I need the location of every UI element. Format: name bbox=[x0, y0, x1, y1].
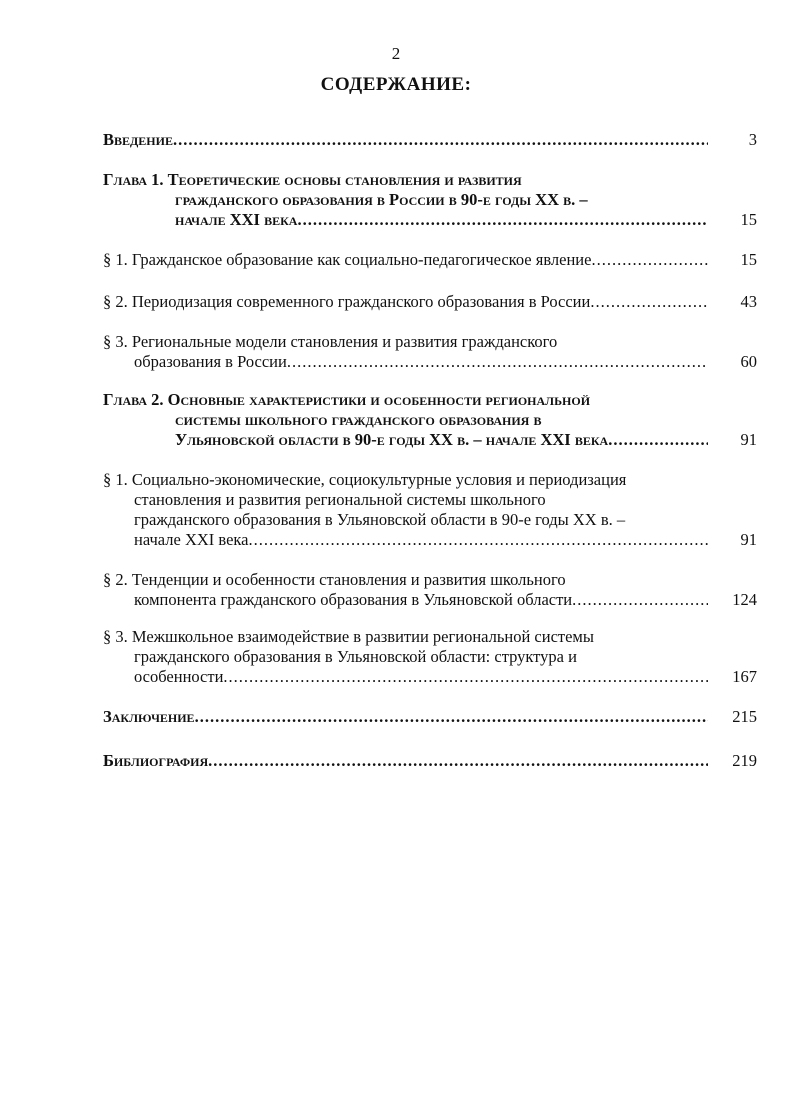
page-number: 2 bbox=[391, 44, 401, 63]
toc-entry-section-1-2 bbox=[103, 292, 763, 312]
toc-page-number: 91 bbox=[740, 430, 757, 449]
toc-entry-title-continued: особенности bbox=[134, 667, 224, 686]
toc-page-number: 219 bbox=[732, 751, 757, 770]
toc-page-number: 15 bbox=[740, 210, 757, 229]
toc-entry-title-continued: начале XXI века bbox=[134, 530, 249, 549]
toc-entry-title-continued: начале XXI века bbox=[175, 210, 298, 229]
toc-entry-title-continued: системы школьного гражданского образования в bbox=[175, 410, 542, 429]
toc-page-number: 43 bbox=[740, 292, 757, 311]
toc-entry-title: § 1. Социально-экономические, социокультурные условия и периодизация bbox=[103, 470, 627, 489]
toc-page-number: 215 bbox=[732, 707, 757, 726]
toc-entry-title: Заключение bbox=[103, 707, 195, 726]
toc-entry-title: Глава 2. Основные характеристики и особенности региональной bbox=[103, 390, 591, 409]
toc-entry-title: Библиография bbox=[103, 751, 209, 770]
toc-entry-section-1-1 bbox=[103, 250, 763, 270]
toc-entry-bibliography bbox=[103, 751, 763, 771]
toc-entry-title-continued: образования в России bbox=[134, 352, 287, 371]
toc-page-number: 15 bbox=[740, 250, 757, 269]
toc-page-number: 167 bbox=[732, 667, 757, 686]
toc-entry-conclusion bbox=[103, 707, 763, 727]
toc-entry-title: § 2. Тенденции и особенности становления и развития школьного bbox=[103, 570, 566, 589]
toc-page-number: 3 bbox=[748, 130, 757, 149]
toc-entry-section-2-1 bbox=[103, 470, 763, 550]
toc-entry-section-2-2 bbox=[103, 570, 763, 610]
toc-entry-section-2-3 bbox=[103, 627, 763, 687]
toc-entry-chapter-1 bbox=[103, 170, 763, 230]
toc-entry-title-continued: гражданского образования в Ульяновской области: структура и bbox=[134, 647, 577, 666]
toc-page-number: 91 bbox=[740, 530, 757, 549]
toc-entry-section-1-3 bbox=[103, 332, 763, 372]
toc-entry-title-continued: Ульяновской области в 90-е годы XX в. – начале XXI века bbox=[175, 430, 609, 449]
toc-entry-title-continued: гражданского образования в Ульяновской области в 90-е годы XX в. – bbox=[134, 510, 626, 529]
toc-entry-title-continued: гражданского образования в России в 90-е годы XX в. – bbox=[175, 190, 588, 209]
toc-entry-title: § 2. Периодизация современного гражданского образования в России bbox=[103, 292, 591, 311]
toc-page-number: 60 bbox=[740, 352, 757, 371]
toc-entry-title: Глава 1. Теоретические основы становления и развития bbox=[103, 170, 522, 189]
toc-entry-chapter-2 bbox=[103, 390, 763, 450]
toc-entry-title-continued: становления и развития региональной системы школьного bbox=[134, 490, 546, 509]
toc-page-number: 124 bbox=[732, 590, 757, 609]
toc-entry-title: § 3. Межшкольное взаимодействие в развитии региональной системы bbox=[103, 627, 594, 646]
toc-entry-title-continued: компонента гражданского образования в Ульяновской области bbox=[134, 590, 573, 609]
page-title: СОДЕРЖАНИЕ: bbox=[320, 74, 472, 95]
toc-entry-introduction bbox=[103, 130, 763, 150]
toc-entry-title: § 3. Региональные модели становления и развития гражданского bbox=[103, 332, 558, 351]
toc-entry-title: § 1. Гражданское образование как социально-педагогическое явление bbox=[103, 250, 592, 269]
toc-entry-title: Введение bbox=[103, 130, 173, 149]
